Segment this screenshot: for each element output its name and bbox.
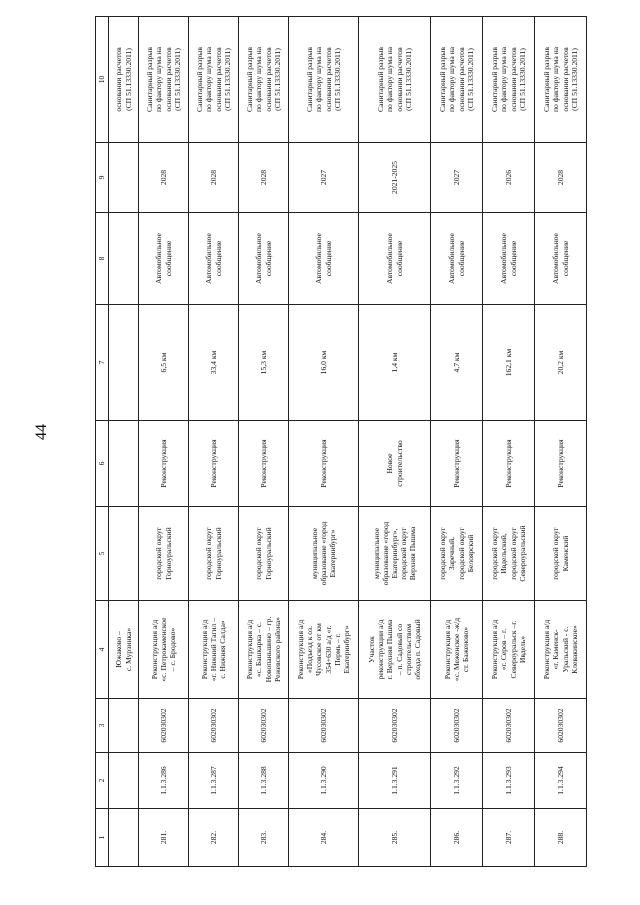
- column-numbers-row: [96, 17, 109, 867]
- object-name: Реконструкция а/д «г. Нижний Тагил – с. Нижняя Салда»: [189, 601, 239, 699]
- location: городской округ Каменский: [535, 507, 587, 601]
- work-type: Реконструкция: [239, 421, 289, 507]
- work-type: Реконструкция: [139, 421, 189, 507]
- row-number: 283.: [239, 809, 289, 867]
- table-row: [239, 17, 289, 867]
- object-name: Реконструкция а/д «с. Башкарка – с. Новопаньшино – гр. Режевского района»: [239, 601, 289, 699]
- location: муниципальное образование «город Екатеринбург», городской округ Верхняя Пышма: [359, 507, 431, 601]
- purpose: Автомобильное сообщение: [189, 213, 239, 305]
- table-row: [289, 17, 359, 867]
- restriction-zone: Санитарный разрыв по фактору шума на основании расчетов (СП 51.13330.2011): [535, 17, 587, 143]
- table-cell: [109, 143, 139, 213]
- location: городской округ Заречный, городской округ Белоярский: [431, 507, 483, 601]
- length: 162,1 км: [483, 305, 535, 421]
- object-name: Реконструкция а/д «Подъезд к оз. Чусовское от км 354+630 а/д «г. Пермь – г. Екатеринбург»: [289, 601, 359, 699]
- purpose: Автомобильное сообщение: [289, 213, 359, 305]
- object-code: 1.1.3.292: [431, 753, 483, 809]
- length: 33,4 км: [189, 305, 239, 421]
- object-code: 1.1.3.290: [289, 753, 359, 809]
- restriction-zone: Санитарный разрыв по фактору шума на основании расчетов (СП 51.13330.2011): [239, 17, 289, 143]
- page-number: 44: [33, 424, 50, 440]
- object-code: 1.1.3.286: [139, 753, 189, 809]
- row-number: 282.: [189, 809, 239, 867]
- work-type: Новое строительство: [359, 421, 431, 507]
- column-number: 4: [96, 601, 109, 699]
- table-cell: [109, 507, 139, 601]
- object-name: Реконструкция а/д «с. Меженское -ж/д ст. Баженово»: [431, 601, 483, 699]
- classifier-code: 602030302: [431, 699, 483, 753]
- work-type: Реконструкция: [289, 421, 359, 507]
- table-row: [535, 17, 587, 867]
- column-number: 9: [96, 143, 109, 213]
- table-row: [431, 17, 483, 867]
- restriction-zone: Санитарный разрыв по фактору шума на основании расчетов (СП 51.13330.2011): [189, 17, 239, 143]
- row-number: 281.: [139, 809, 189, 867]
- table-cell: [109, 305, 139, 421]
- length: 20,2 км: [535, 305, 587, 421]
- restriction-zone: Санитарный разрыв по фактору шума на основании расчетов (СП 51.13330.2011): [139, 17, 189, 143]
- location: городской округ Горноуральский: [139, 507, 189, 601]
- location: городской округ Горноуральский: [189, 507, 239, 601]
- column-number: 3: [96, 699, 109, 753]
- object-code: 1.1.3.288: [239, 753, 289, 809]
- object-code: 1.1.3.287: [189, 753, 239, 809]
- classifier-code: 602030302: [289, 699, 359, 753]
- row-number: 286.: [431, 809, 483, 867]
- classifier-code: 602030302: [359, 699, 431, 753]
- continuation-row: [109, 17, 139, 867]
- register-table: [95, 16, 587, 867]
- table-row: [189, 17, 239, 867]
- year: 2028: [139, 143, 189, 213]
- table-cell: [109, 421, 139, 507]
- work-type: Реконструкция: [431, 421, 483, 507]
- table-cell: Южаково – с. Мурзинка»: [109, 601, 139, 699]
- length: 16,0 км: [289, 305, 359, 421]
- location: муниципальное образование «город Екатеринбург»: [289, 507, 359, 601]
- purpose: Автомобильное сообщение: [239, 213, 289, 305]
- restriction-zone: Санитарный разрыв по фактору шума на основании расчетов (СП 51.13330.2011): [289, 17, 359, 143]
- object-name: Реконструкция а/д «г. Серов – г. Североуральск –г. Ивдель»: [483, 601, 535, 699]
- column-number: 8: [96, 213, 109, 305]
- year: 2021-2025: [359, 143, 431, 213]
- column-number: 1: [96, 809, 109, 867]
- rotated-table-container: [95, 17, 579, 867]
- purpose: Автомобильное сообщение: [535, 213, 587, 305]
- row-number: 287.: [483, 809, 535, 867]
- table-row: [139, 17, 189, 867]
- column-number: 2: [96, 753, 109, 809]
- restriction-zone: Санитарный разрыв по фактору шума на основании расчетов (СП 51.13330.2011): [483, 17, 535, 143]
- year: 2028: [189, 143, 239, 213]
- year: 2028: [535, 143, 587, 213]
- column-number: 7: [96, 305, 109, 421]
- column-number: 5: [96, 507, 109, 601]
- work-type: Реконструкция: [189, 421, 239, 507]
- object-name: Реконструкция а/д «г. Каменск- Уральский - с. Клевакинское»: [535, 601, 587, 699]
- purpose: Автомобильное сообщение: [139, 213, 189, 305]
- row-number: 285.: [359, 809, 431, 867]
- location: городской округ Горноуральский: [239, 507, 289, 601]
- column-number: 10: [96, 17, 109, 143]
- work-type: Реконструкция: [483, 421, 535, 507]
- object-code: 1.1.3.293: [483, 753, 535, 809]
- year: 2027: [289, 143, 359, 213]
- classifier-code: 602030302: [139, 699, 189, 753]
- classifier-code: 602030302: [239, 699, 289, 753]
- length: 1,4 км: [359, 305, 431, 421]
- table-cell: [109, 699, 139, 753]
- length: 4,7 км: [431, 305, 483, 421]
- purpose: Автомобильное сообщение: [359, 213, 431, 305]
- table-row: [359, 17, 431, 867]
- year: 2027: [431, 143, 483, 213]
- length: 15,3 км: [239, 305, 289, 421]
- object-code: 1.1.3.291: [359, 753, 431, 809]
- classifier-code: 602030302: [483, 699, 535, 753]
- purpose: Автомобильное сообщение: [483, 213, 535, 305]
- column-number: 6: [96, 421, 109, 507]
- location: городской округ Ивдельский, городской округ Североуральский: [483, 507, 535, 601]
- table-cell: [109, 809, 139, 867]
- restriction-zone: Санитарный разрыв по фактору шума на основании расчетов (СП 51.13330.2011): [359, 17, 431, 143]
- purpose: Автомобильное сообщение: [431, 213, 483, 305]
- row-number: 288.: [535, 809, 587, 867]
- row-number: 284.: [289, 809, 359, 867]
- table-row: [483, 17, 535, 867]
- classifier-code: 602030302: [535, 699, 587, 753]
- year: 2028: [239, 143, 289, 213]
- table-cell: [109, 213, 139, 305]
- object-name: Реконструкция а/д «с. Петрокаменское – с. Бродово»: [139, 601, 189, 699]
- table-cell: [109, 753, 139, 809]
- restriction-zone: Санитарный разрыв по фактору шума на основании расчетов (СП 51.13330.2011): [431, 17, 483, 143]
- classifier-code: 602030302: [189, 699, 239, 753]
- work-type: Реконструкция: [535, 421, 587, 507]
- year: 2026: [483, 143, 535, 213]
- length: 6,5 км: [139, 305, 189, 421]
- object-name: Участок реконструкции а/д г. Верхняя Пышма – п. Садовый со строительством обхода п. Садовый: [359, 601, 431, 699]
- table-cell: основании расчетов (СП 51.13330.2011): [109, 17, 139, 143]
- object-code: 1.1.3.294: [535, 753, 587, 809]
